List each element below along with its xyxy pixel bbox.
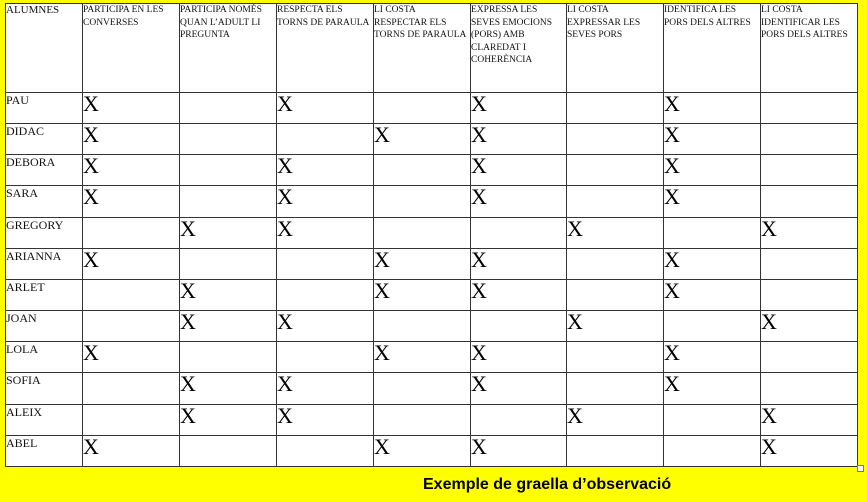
observation-cell <box>277 248 374 279</box>
student-name: PAU <box>6 93 83 124</box>
observation-cell <box>277 342 374 373</box>
column-header-1: PARTICIPA EN LES CONVERSES <box>83 4 180 93</box>
observation-cell: X <box>664 342 761 373</box>
observation-cell <box>567 155 664 186</box>
observation-cell <box>761 155 858 186</box>
header-row <box>6 4 858 93</box>
observation-cell: X <box>471 248 567 279</box>
observation-cell <box>567 186 664 217</box>
column-header-8: LI COSTA IDENTIFICAR LES PORS DELS ALTRES <box>761 4 858 93</box>
table-row <box>6 155 858 186</box>
table-row <box>6 186 858 217</box>
observation-cell: X <box>277 155 374 186</box>
table-row <box>6 342 858 373</box>
observation-cell: X <box>277 373 374 404</box>
observation-cell: X <box>761 311 858 342</box>
observation-cell <box>567 248 664 279</box>
observation-cell: X <box>664 155 761 186</box>
observation-cell: X <box>761 404 858 435</box>
observation-cell <box>180 155 277 186</box>
column-header-4: LI COSTA RESPECTAR ELS TORNS DE PARAULA <box>374 4 471 93</box>
student-name: ABEL <box>6 435 83 466</box>
student-name: SOFIA <box>6 373 83 404</box>
observation-cell: X <box>374 279 471 310</box>
table-row <box>6 217 858 248</box>
observation-cell: X <box>471 93 567 124</box>
student-name: JOAN <box>6 311 83 342</box>
observation-cell <box>761 279 858 310</box>
observation-cell <box>180 186 277 217</box>
observation-cell <box>471 217 567 248</box>
table-row <box>6 93 858 124</box>
observation-cell <box>471 404 567 435</box>
observation-cell <box>277 124 374 155</box>
observation-cell: X <box>83 155 180 186</box>
observation-cell <box>180 435 277 466</box>
observation-cell <box>664 217 761 248</box>
observation-cell: X <box>664 186 761 217</box>
student-name: LOLA <box>6 342 83 373</box>
observation-cell: X <box>83 186 180 217</box>
observation-cell: X <box>471 155 567 186</box>
column-header-2: PARTICIPA NOMÉS QUAN L’ADULT LI PREGUNTA <box>180 4 277 93</box>
observation-cell <box>83 373 180 404</box>
observation-cell <box>277 279 374 310</box>
observation-cell: X <box>374 342 471 373</box>
observation-cell <box>374 93 471 124</box>
observation-cell: X <box>664 124 761 155</box>
column-header-7: IDENTIFICA LES PORS DELS ALTRES <box>664 4 761 93</box>
observation-cell <box>374 373 471 404</box>
observation-cell <box>471 311 567 342</box>
observation-cell: X <box>471 342 567 373</box>
observation-cell <box>761 342 858 373</box>
observation-cell: X <box>567 217 664 248</box>
resize-handle[interactable] <box>857 465 864 472</box>
student-name: GREGORY <box>6 217 83 248</box>
observation-sheet <box>5 3 857 467</box>
student-name: DIDAC <box>6 124 83 155</box>
observation-cell: X <box>277 186 374 217</box>
table-row <box>6 279 858 310</box>
observation-cell <box>761 186 858 217</box>
observation-cell: X <box>180 373 277 404</box>
observation-grid <box>5 3 858 467</box>
observation-cell: X <box>471 279 567 310</box>
observation-cell: X <box>180 311 277 342</box>
student-name: ALEIX <box>6 404 83 435</box>
observation-cell <box>761 248 858 279</box>
observation-cell <box>567 93 664 124</box>
table-row <box>6 404 858 435</box>
observation-cell: X <box>761 217 858 248</box>
column-header-3: RESPECTA ELS TORNS DE PARAULA <box>277 4 374 93</box>
observation-cell <box>180 342 277 373</box>
observation-cell: X <box>471 435 567 466</box>
observation-cell <box>664 435 761 466</box>
observation-cell: X <box>471 373 567 404</box>
observation-cell: X <box>761 435 858 466</box>
observation-cell: X <box>180 404 277 435</box>
observation-cell: X <box>664 93 761 124</box>
observation-cell <box>567 435 664 466</box>
observation-cell: X <box>277 404 374 435</box>
observation-cell <box>374 311 471 342</box>
observation-cell: X <box>374 124 471 155</box>
observation-cell: X <box>664 373 761 404</box>
table-row <box>6 435 858 466</box>
observation-cell: X <box>83 435 180 466</box>
observation-cell <box>83 404 180 435</box>
observation-cell <box>567 279 664 310</box>
observation-cell <box>180 93 277 124</box>
observation-cell: X <box>664 279 761 310</box>
observation-cell <box>374 217 471 248</box>
student-name: ARLET <box>6 279 83 310</box>
observation-cell <box>374 186 471 217</box>
observation-cell: X <box>374 248 471 279</box>
observation-cell <box>83 279 180 310</box>
observation-cell: X <box>567 311 664 342</box>
observation-cell: X <box>471 124 567 155</box>
observation-cell: X <box>664 248 761 279</box>
observation-cell: X <box>83 93 180 124</box>
observation-cell <box>567 342 664 373</box>
observation-cell <box>374 404 471 435</box>
observation-cell: X <box>277 217 374 248</box>
observation-cell: X <box>374 435 471 466</box>
observation-cell: X <box>567 404 664 435</box>
table-row <box>6 373 858 404</box>
observation-cell: X <box>277 93 374 124</box>
figure-caption: Exemple de graella d’observació <box>423 476 672 493</box>
observation-cell <box>374 155 471 186</box>
observation-cell <box>664 311 761 342</box>
grid-body <box>6 93 858 467</box>
observation-cell: X <box>180 279 277 310</box>
observation-cell <box>83 217 180 248</box>
observation-cell: X <box>83 124 180 155</box>
student-name: DEBORA <box>6 155 83 186</box>
table-row <box>6 248 858 279</box>
column-header-6: LI COSTA EXPRESSAR LES SEVES PORS <box>567 4 664 93</box>
column-header-students: ALUMNES <box>6 4 83 93</box>
observation-cell <box>180 248 277 279</box>
observation-cell <box>761 93 858 124</box>
observation-cell <box>180 124 277 155</box>
observation-cell: X <box>471 186 567 217</box>
observation-cell <box>761 373 858 404</box>
observation-cell: X <box>277 311 374 342</box>
observation-cell <box>664 404 761 435</box>
table-row <box>6 311 858 342</box>
observation-cell: X <box>180 217 277 248</box>
column-header-5: EXPRESSA LES SEVES EMOCIONS (PORS) AMB CLAREDAT I COHERÈNCIA <box>471 4 567 93</box>
observation-cell <box>567 124 664 155</box>
observation-cell <box>277 435 374 466</box>
observation-cell <box>83 311 180 342</box>
student-name: SARA <box>6 186 83 217</box>
student-name: ARIANNA <box>6 248 83 279</box>
observation-cell: X <box>83 248 180 279</box>
observation-cell <box>761 124 858 155</box>
table-row <box>6 124 858 155</box>
observation-cell: X <box>83 342 180 373</box>
observation-cell <box>567 373 664 404</box>
